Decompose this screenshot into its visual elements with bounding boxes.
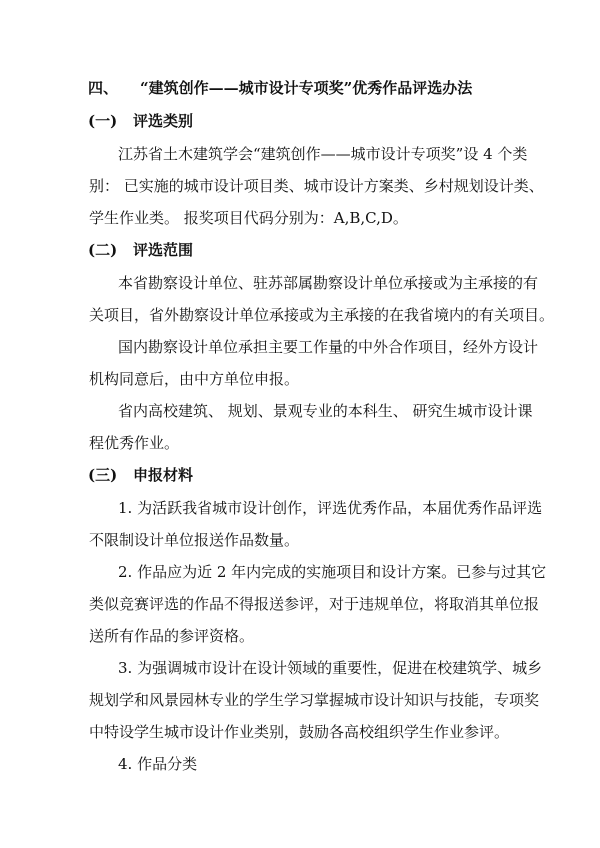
sub3-item3-line: 3. 为强调城市设计在设计领域的重要性，促进在校建筑学、城乡 (118, 659, 543, 677)
sub3-item4-line: 4. 作品分类 (118, 755, 198, 773)
sub1-title: 评选类别 (133, 112, 194, 130)
sub1-para-line: 学生作业类。 报奖项目代码分别为：A,B,C,D。 (89, 209, 408, 227)
sub1-para-line: 别： 已实施的城市设计项目类、城市设计方案类、乡村规划设计类、 (89, 177, 544, 195)
sub2-para1-line: 关项目，省外勘察设计单位承接或为主承接的在我省境内的有关项目。 (89, 306, 555, 324)
sub3-item3-line: 中特设学生城市设计作业类别，鼓励各高校组织学生作业参评。 (89, 723, 510, 741)
sub2-number: (二) (88, 241, 118, 259)
sub2-title: 评选范围 (133, 241, 194, 259)
sub2-para3-line: 程优秀作业。 (89, 434, 180, 452)
sub2-para1-line: 本省勘察设计单位、驻苏部属勘察设计单位承接或为主承接的有 (118, 274, 539, 292)
sub1-para-line: 江苏省土木建筑学会“建筑创作——城市设计专项奖”设 4 个类 (118, 145, 528, 163)
sub2-para3-line: 省内高校建筑、 规划、景观专业的本科生、 研究生城市设计课 (118, 402, 533, 420)
sub3-item3-line: 规划学和风景园林专业的学生学习掌握城市设计知识与技能，专项奖 (89, 691, 540, 709)
sub2-para2-line: 机构同意后，由中方单位申报。 (89, 370, 300, 388)
sub2-para2-line: 国内勘察设计单位承担主要工作量的中外合作项目，经外方设计 (118, 338, 539, 356)
sub3-item2-line: 2. 作品应为近 2 年内完成的实施项目和设计方案。已参与过其它 (118, 563, 547, 581)
sub3-item1-line: 1. 为活跃我省城市设计创作，评选优秀作品，本届优秀作品评选 (118, 499, 543, 517)
sub3-number: (三) (88, 466, 118, 484)
sub3-item2-line: 类似竞赛评选的作品不得报送参评，对于违规单位，将取消其单位报 (89, 595, 540, 613)
sub3-title: 申报材料 (133, 466, 194, 484)
section-title: “建筑创作——城市设计专项奖”优秀作品评选办法 (140, 79, 473, 97)
sub3-item2-line: 送所有作品的参评资格。 (89, 627, 255, 645)
sub1-number: (一) (88, 112, 118, 130)
section-number: 四、 (88, 79, 119, 97)
sub3-item1-line: 不限制设计单位报送作品数量。 (89, 531, 300, 549)
